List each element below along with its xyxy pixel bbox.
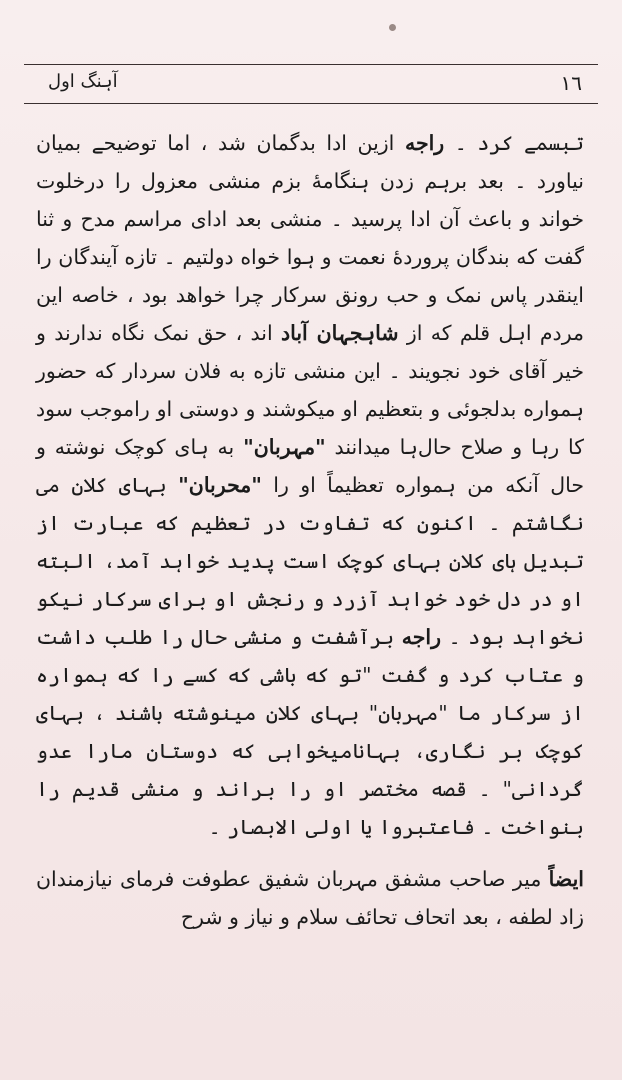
text-segment: برآشفت و منشی حال را طلب داشت و عتاب کرد و گفت "تو که باشی که کسے را که ہمواره از سرکار ما "مہربان" بہای کلان مینوشته باشند ، بہای کوچک بر نگاری، بہانامیخواہی که دوستان مارا عدو گردانی" ۔ قصه مختصر او را براند و منشی قدیم را بنواخت ۔ فاعتبروا یا اولی الابصار ۔: [36, 625, 584, 839]
text-segment: بہای کلان می نگاشتم ۔ اکنون که تفاوت در تعظیم که عبارت از تبدیل ہای کلان بہای کوچک است پدید خواہد آمد، البته او در دل خود خواہد آزرد و رنجش او برای سرکار نیکو نخواہد بود ۔: [36, 473, 584, 649]
header-bottom-rule: [24, 103, 598, 104]
text-segment: میر صاحب مشفق مہربان شفیق عطوفت فرمای نیازمندان زاد لطفه ، بعد اتحاف تحائف سلام و نیاز و شرح: [36, 867, 584, 929]
text-segment: اند ، حق نمک نگاه ندارند و خیر آقای خود نجویند ۔ این منشی تازه به فلان سردار که حضور ہمواره بدلجوئی و بتعظیم او میکوشند و دوستی او راموجب سود کا رہا و صلاح حال‌ہا میدانند: [36, 321, 584, 459]
paragraph-2: [36, 860, 584, 936]
running-head: آہنگ اول: [48, 71, 118, 92]
word-mehrban: "مہربان": [243, 435, 326, 459]
header-top-rule: [24, 64, 598, 65]
body-text: [36, 124, 584, 936]
page-dot-mark: [389, 24, 396, 31]
word-mehrban-big-h: "محربان": [178, 473, 262, 497]
page-header: [24, 64, 598, 104]
text-segment: به ہای کوچک نوشته و حال آنکه من ہمواره تعظیماً او را: [36, 435, 585, 497]
name-shahjahanabad: شاہجہان آباد: [280, 321, 399, 345]
word-ayzan: ایضاً: [548, 867, 584, 891]
name-raja: راجه: [401, 625, 441, 649]
name-raja: راجه: [404, 131, 445, 155]
text-segment: تبسمے کرد ۔: [444, 131, 585, 155]
paragraph-1: [36, 124, 584, 846]
text-segment: ازین ادا بدگمان شد ، اما توضیحے بمیان نیاورد ۔ بعد برہم زدن ہنگامهٔ بزم منشی معزول را درخلوت خواند و باعث آن ادا پرسید ۔ منشی بعد ادای مراسم مدح و ثنا گفت که بندگان پروردهٔ نعمت و ہوا خواه دولتیم ۔ تازه آیندگان را اینقدر پاس نمک و حب رونق سرکار چرا خواهد بود ، خاصه این مردم اہل قلم که از: [36, 131, 584, 345]
page-number: ۱٦: [560, 71, 582, 95]
